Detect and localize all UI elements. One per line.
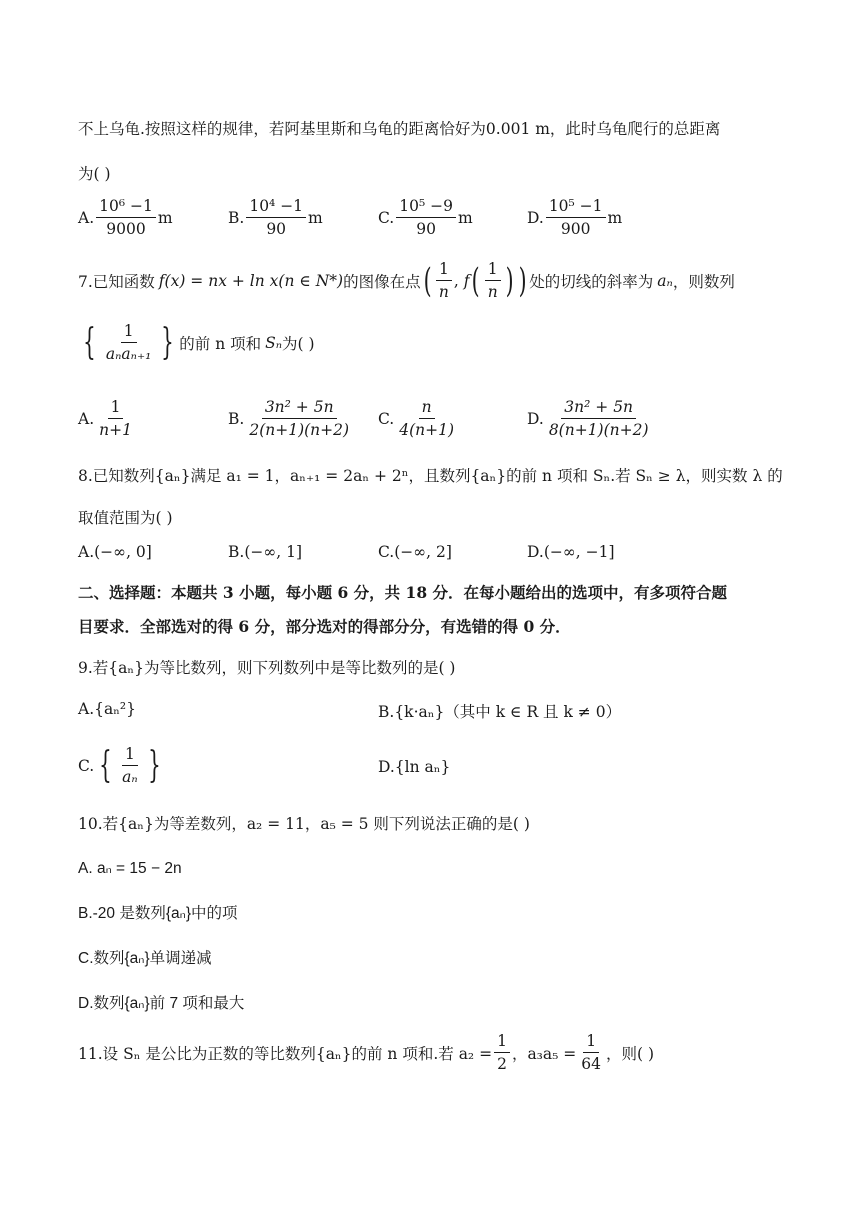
q10-option-c[interactable]: C.数列{aₙ}单调递减: [78, 950, 212, 967]
fraction-numerator: n: [419, 398, 435, 419]
point-f: f: [463, 271, 470, 290]
q10-option-d[interactable]: D.数列{aₙ}前 7 项和最大: [78, 995, 245, 1012]
unit: m: [457, 208, 473, 227]
q6-option-d[interactable]: [527, 197, 622, 238]
option-text: A.{aₙ²}: [78, 700, 137, 718]
fraction-numerator: 10⁵ −9: [396, 197, 456, 218]
fraction-numerator: 1: [122, 745, 138, 766]
point-numerator: 1: [436, 260, 452, 281]
option-text: (−∞, 1]: [244, 543, 303, 561]
option-label: C.: [378, 543, 395, 561]
seq-denominator: aₙaₙ₊₁: [105, 345, 152, 363]
fraction-denominator: 4(n+1): [399, 421, 455, 439]
point-denominator: n: [438, 283, 449, 301]
q9-option-c[interactable]: [78, 745, 166, 786]
q11-stem: [78, 1032, 654, 1073]
q10-option-a[interactable]: A. aₙ = 15 − 2n: [78, 860, 182, 877]
section2-heading-line2: 目要求．全部选对的得 6 分，部分选对的得部分分，有选错的得 0 分．: [78, 617, 571, 636]
fraction-denominator: 90: [266, 220, 287, 238]
q7-prefix: 7.已知函数: [78, 272, 155, 291]
left-paren-inner: (: [472, 260, 481, 301]
fraction-denominator: aₙ: [122, 768, 138, 786]
fraction-denominator: 64: [581, 1055, 601, 1073]
option-label: D.: [527, 208, 544, 227]
q11-prefix: 11.设 Sₙ 是公比为正数的等比数列{aₙ}的前 n 项和.若 a₂ =: [78, 1044, 493, 1063]
q7-option-c[interactable]: [378, 398, 459, 439]
fraction-numerator: 10⁴ −1: [246, 197, 306, 218]
fraction-numerator: 3n² + 5n: [262, 398, 337, 419]
q6-stem-line2: 为( ): [78, 165, 111, 183]
q7-an: aₙ: [657, 271, 673, 290]
option-text: (−∞, 2]: [394, 543, 452, 561]
inner-denominator: n: [487, 283, 498, 301]
q9-option-d[interactable]: [378, 758, 450, 776]
section2-heading-line1: 二、选择题：本题共 3 小题，每小题 6 分，共 18 分．在每小题给出的选项中，有多项符合题: [78, 583, 728, 602]
right-paren: ): [518, 260, 527, 301]
inner-numerator: 1: [485, 260, 501, 281]
option-label: D.: [527, 543, 544, 561]
fraction-denominator: 9000: [106, 220, 146, 238]
q10-option-b[interactable]: B.-20 是数列{aₙ}中的项: [78, 905, 238, 922]
left-paren: (: [423, 260, 432, 301]
option-label: A.: [78, 543, 95, 561]
option-text: D.{ln aₙ}: [378, 758, 451, 776]
option-text: (−∞, −1]: [543, 543, 615, 561]
q7-condition: (n ∈ N*): [278, 271, 344, 290]
fraction-denominator: 8(n+1)(n+2): [548, 421, 649, 439]
left-brace: {: [99, 744, 112, 786]
q6-option-c[interactable]: [378, 197, 473, 238]
q9-stem: 9.若{aₙ}为等比数列，则下列数列中是等比数列的是( ): [78, 659, 456, 677]
q7-stem-line2: [78, 322, 315, 363]
option-label: A.: [78, 409, 95, 428]
q8-stem-line1: 8.已知数列{aₙ}满足 a₁ = 1，aₙ₊₁ = 2aₙ + 2ⁿ，且数列{aₙ}的前 n 项和 Sₙ.若 Sₙ ≥ λ，则实数 λ 的: [78, 467, 783, 485]
option-label: C.: [378, 409, 395, 428]
q8-option-c[interactable]: [378, 543, 452, 561]
q7-suffix2: ，则数列: [672, 272, 735, 291]
q7-mid: 的图像在点: [343, 272, 421, 291]
right-paren-inner: ): [505, 260, 514, 301]
fraction-numerator: 3n² + 5n: [561, 398, 636, 419]
fraction-numerator: 10⁶ −1: [96, 197, 156, 218]
option-label: D.: [527, 409, 544, 428]
q6-stem-line1: 不上乌龟.按照这样的规律，若阿基里斯和乌龟的距离恰好为0.001 m，此时乌龟爬行的总距离: [78, 120, 721, 138]
fraction-denominator: 2: [497, 1055, 507, 1073]
q7-function: f(x) = nx + ln x: [158, 271, 279, 290]
seq-numerator: 1: [121, 322, 137, 343]
fraction-denominator: 90: [416, 220, 436, 238]
option-label: C.: [378, 208, 395, 227]
option-label: A.: [78, 208, 95, 227]
fraction-numerator: 10⁵ −1: [546, 197, 606, 218]
fraction-denominator: n+1: [99, 421, 132, 439]
right-brace: }: [147, 744, 161, 786]
unit: m: [157, 208, 173, 227]
fraction-denominator: 2(n+1)(n+2): [249, 421, 350, 439]
q9-option-b[interactable]: [378, 700, 621, 722]
q8-option-d[interactable]: [527, 543, 615, 561]
option-label: B.: [228, 543, 245, 561]
q11-suffix: ，则( ): [606, 1044, 655, 1063]
q7-line2-end: 为( ): [282, 334, 315, 353]
option-label: B.: [228, 409, 245, 428]
q7-sn: Sₙ: [265, 333, 283, 352]
q8-option-a[interactable]: [78, 543, 152, 561]
option-label: B.: [228, 208, 245, 227]
unit: m: [308, 208, 323, 227]
fraction-numerator: 1: [494, 1032, 510, 1053]
right-brace: }: [161, 321, 175, 363]
q7-suffix: 处的切线的斜率为: [529, 272, 654, 291]
option-text: B.{k·aₙ}（其中 k ∈ R 且 k ≠ 0）: [378, 703, 622, 721]
option-text: (−∞, 0]: [94, 543, 152, 561]
q9-option-a[interactable]: [78, 700, 136, 718]
q6-option-a[interactable]: [78, 197, 173, 238]
q7-option-a[interactable]: [78, 398, 137, 439]
q8-stem-line2: 取值范围为( ): [78, 509, 173, 527]
q8-option-b[interactable]: [228, 543, 302, 561]
q7-stem-line1: 7.已知函数 f(x) = nx + ln x (n ∈ N*) 的图像在点 ( $\frac{1}{n}$ , f ( $\frac{1}{n}$ ) ) 处的切线的斜率为 aₙ ，则数列: [78, 260, 735, 301]
option-label: C.: [78, 756, 95, 775]
q10-stem: 10.若{aₙ}为等差数列，a₂ = 11，a₅ = 5 则下列说法正确的是( ): [78, 815, 530, 833]
left-brace: {: [83, 321, 96, 363]
fraction-denominator: 900: [560, 220, 591, 238]
q6-option-b[interactable]: [228, 197, 323, 238]
unit: m: [607, 208, 623, 227]
q7-line2-rest: 的前 n 项和: [179, 334, 262, 353]
q7-option-b[interactable]: [228, 398, 354, 439]
q7-option-d[interactable]: [527, 398, 654, 439]
q11-mid: ，a₃a₅ =: [511, 1044, 577, 1063]
fraction-numerator: 1: [108, 398, 124, 419]
fraction-numerator: 1: [583, 1032, 599, 1053]
